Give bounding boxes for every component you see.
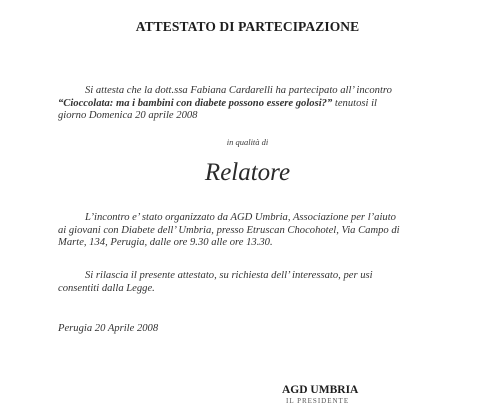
organization-line-1: L’incontro e’ stato organizzato da AGD Umbria, Associazione per l’aiuto <box>85 212 396 223</box>
quality-label: in qualità di <box>226 137 269 147</box>
organization-paragraph <box>58 212 438 250</box>
event-title: “Cioccolata: ma i bambini con diabete possono essere golosi?” <box>58 97 333 109</box>
organization-line-3: Marte, 134, Perugia, dalle ore 9.30 alle ore 13.30. <box>58 237 273 249</box>
certificate-title: ATTESTATO DI PARTECIPAZIONE <box>135 19 360 34</box>
organization-line-2: ai giovani con Diabete dell’ Umbria, presso Etruscan Chocohotel, Via Campo di <box>58 224 400 236</box>
attestation-line-3: giorno Domenica 20 aprile 2008 <box>58 110 198 122</box>
issuance-line-2: consentiti dalla Legge. <box>58 282 155 294</box>
attestation-line-2-rest: tenutosi il <box>332 97 377 109</box>
issuance-paragraph <box>58 270 438 295</box>
attestation-line-1: Si attesta che la dott.ssa Fabiana Cardarelli ha partecipato all’ incontro <box>85 85 392 96</box>
organization-name: AGD UMBRIA <box>282 384 359 396</box>
attestation-line-2 <box>58 98 438 111</box>
attestation-paragraph <box>58 85 438 123</box>
issuance-line-1: Si rilascia il presente attestato, su richiesta dell’ interessato, per usi <box>85 270 373 281</box>
role-title: Relatore <box>204 159 291 186</box>
place-date: Perugia 20 Aprile 2008 <box>58 323 159 334</box>
signatory-title: IL PRESIDENTE <box>286 397 350 405</box>
